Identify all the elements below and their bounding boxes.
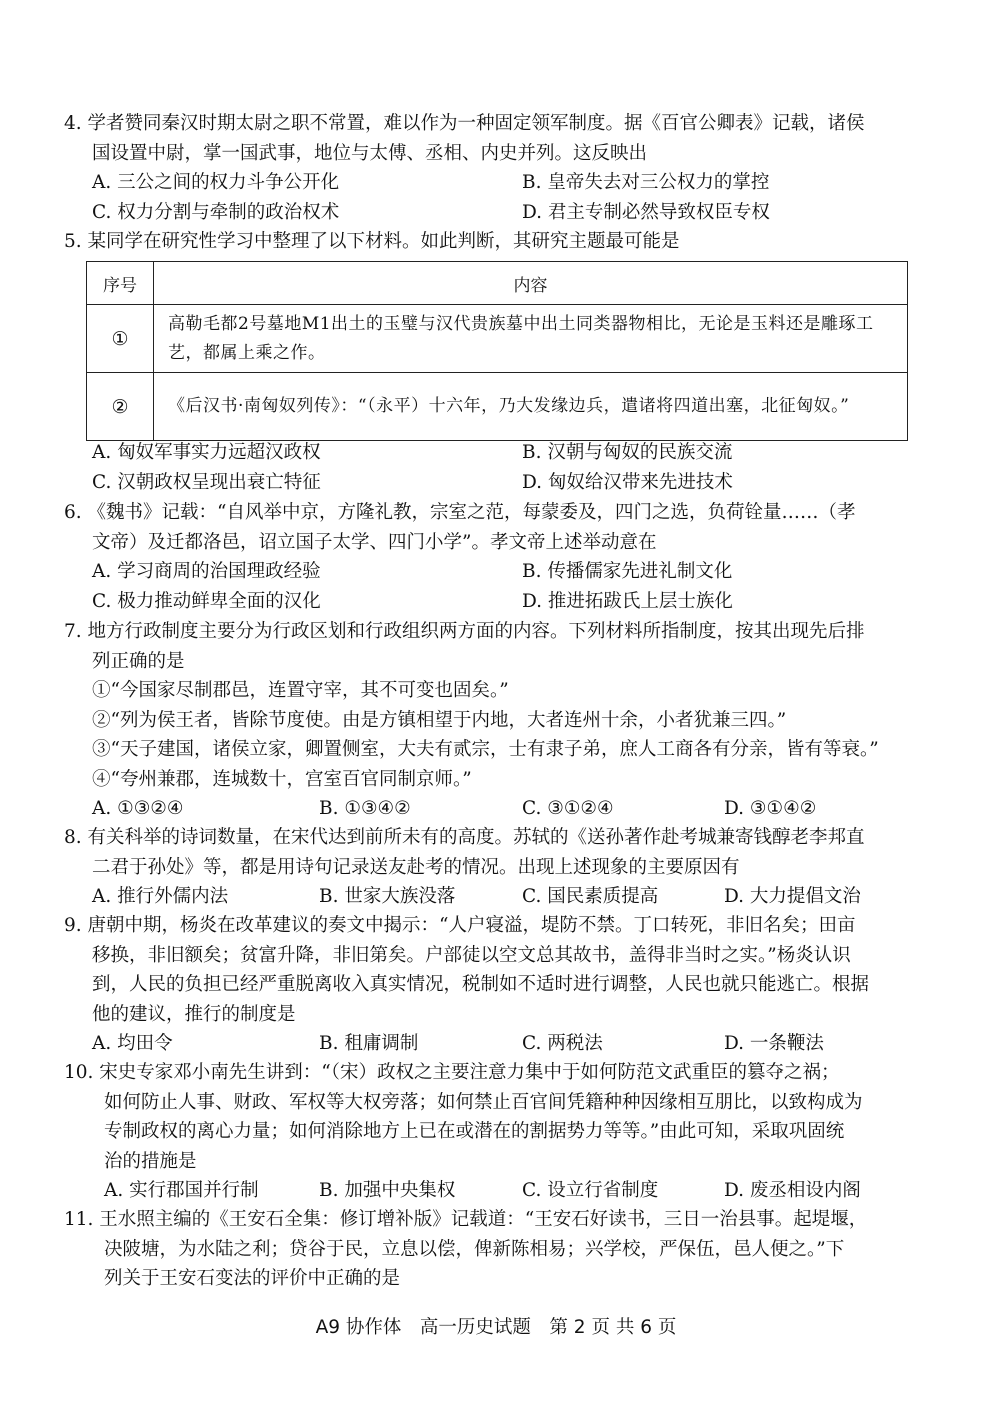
question-stem-line: 11. 王水照主编的《王安石全集：修订增补版》记载道：“王安石好读书，三日一治县事。起堤堰， bbox=[64, 1209, 868, 1230]
question-stem-line: 治的措施是 bbox=[104, 1150, 197, 1172]
table-row bbox=[87, 305, 908, 373]
option-d: D. 大力提倡文治 bbox=[724, 886, 861, 907]
table-row bbox=[87, 373, 908, 441]
options-row bbox=[64, 882, 932, 912]
option-d: D. 推进拓跋氏上层士族化 bbox=[522, 590, 733, 612]
question-stem-line: 专制政权的离心力量；如何消除地方上已在或潜在的割据势力等等。”由此可知，采取巩固统 bbox=[104, 1121, 845, 1142]
option-d: D. 一条鞭法 bbox=[724, 1033, 824, 1054]
question-5 bbox=[64, 227, 932, 257]
row-number: ① bbox=[87, 305, 154, 373]
option-b: B. 世家大族没落 bbox=[319, 886, 456, 907]
table-header-content: 内容 bbox=[154, 262, 908, 305]
option-d: D. 君主专制必然导致权臣专权 bbox=[522, 201, 770, 223]
question-stem-line: 9. 唐朝中期，杨炎在改革建议的奏文中揭示：“人户寝溢，堤防不禁。丁口转死，非旧名矣；田亩 bbox=[64, 915, 856, 936]
options-row bbox=[64, 438, 932, 468]
option-c: C. 权力分割与牵制的政治权术 bbox=[92, 201, 340, 223]
material-item: ③“天子建国，诸侯立家，卿置侧室，大夫有贰宗，士有隶子弟，庶人工商各有分亲，皆有等衰。” bbox=[92, 739, 879, 760]
option-a: A. 实行郡国并行制 bbox=[104, 1180, 259, 1201]
option-a: A. 三公之间的权力斗争公开化 bbox=[92, 172, 340, 193]
row-number: ② bbox=[87, 373, 154, 441]
option-b: B. 皇帝失去对三公权力的掌控 bbox=[522, 172, 770, 193]
material-item: ②“列为侯王者，皆除节度使。由是方镇相望于内地，大者连州十余，小者犹兼三四。” bbox=[92, 709, 787, 731]
question-stem-line: 国设置中尉，掌一国武事，地位与太傅、丞相、内史并列。这反映出 bbox=[92, 142, 648, 164]
option-b: B. 传播儒家先进礼制文化 bbox=[522, 561, 733, 582]
option-a: A. 学习商周的治国理政经验 bbox=[92, 561, 321, 582]
options-row bbox=[64, 1176, 932, 1206]
options-row bbox=[64, 1029, 932, 1059]
question-stem-line: 如何防止人事、财政、军权等大权旁落；如何禁止百官间凭籍种种因缘相互朋比，以致构成为 bbox=[104, 1091, 863, 1113]
option-c: C. 汉朝政权呈现出衰亡特征 bbox=[92, 471, 321, 493]
question-stem-line: 列正确的是 bbox=[92, 650, 185, 672]
question-11 bbox=[64, 1205, 932, 1294]
page-footer: A9 协作体 高一历史试题 第 2 页 共 6 页 bbox=[315, 1317, 677, 1338]
option-b: B. 加强中央集权 bbox=[319, 1180, 456, 1201]
question-stem-line: 5. 某同学在研究性学习中整理了以下材料。如此判断，其研究主题最可能是 bbox=[64, 231, 680, 252]
option-b: B. ①③④② bbox=[319, 798, 411, 819]
option-c: C. 两税法 bbox=[522, 1033, 603, 1054]
option-c: C. 设立行省制度 bbox=[522, 1180, 659, 1201]
question-5-options bbox=[64, 438, 932, 497]
option-d: D. ③①④② bbox=[724, 798, 817, 819]
option-b: B. 汉朝与匈奴的民族交流 bbox=[522, 442, 733, 463]
material-table bbox=[86, 261, 908, 441]
table-header-number: 序号 bbox=[87, 262, 154, 305]
option-d: D. 废丞相设内阁 bbox=[724, 1180, 861, 1201]
question-7 bbox=[64, 617, 932, 824]
question-9 bbox=[64, 911, 932, 1059]
question-stem-line: 4. 学者赞同秦汉时期太尉之职不常置，难以作为一种固定领军制度。据《百官公卿表》记载，诸侯 bbox=[64, 113, 865, 134]
option-d: D. 匈奴给汉带来先进技术 bbox=[522, 471, 733, 493]
question-8 bbox=[64, 823, 932, 912]
option-a: A. 匈奴军事实力远超汉政权 bbox=[92, 442, 321, 463]
question-stem-line: 列关于王安石变法的评价中正确的是 bbox=[104, 1268, 401, 1289]
table-header-row bbox=[87, 262, 908, 305]
question-stem-line: 他的建议，推行的制度是 bbox=[92, 1003, 296, 1025]
option-a: A. ①③②④ bbox=[92, 798, 184, 819]
options-row bbox=[64, 557, 932, 587]
question-stem-line: 决陂塘，为水陆之利；贷谷于民，立息以偿，俾新陈相易；兴学校，严保伍，邑人便之。”下 bbox=[104, 1238, 845, 1260]
option-c: C. ③①②④ bbox=[522, 798, 614, 819]
options-row bbox=[64, 587, 932, 617]
question-stem-line: 二君于孙处》等，都是用诗句记录送友赴考的情况。出现上述现象的主要原因有 bbox=[92, 856, 740, 878]
material-item: ④“夸州兼郡，连城数十，宫室百官同制京师。” bbox=[92, 768, 472, 790]
option-c: C. 国民素质提高 bbox=[522, 886, 659, 907]
row-content: 高勒毛都2号墓地M1出土的玉璧与汉代贵族墓中出土同类器物相比，无论是玉料还是雕琢工艺，都属上乘之作。 bbox=[154, 305, 908, 373]
option-c: C. 极力推动鲜卑全面的汉化 bbox=[92, 590, 321, 612]
question-stem-line: 10. 宋史专家邓小南先生讲到：“（宋）政权之主要注意力集中于如何防范文武重臣的篡夺之祸； bbox=[64, 1062, 840, 1083]
option-a: A. 均田令 bbox=[92, 1033, 173, 1054]
question-stem-line: 8. 有关科举的诗词数量，在宋代达到前所未有的高度。苏轼的《送孙著作赴考城兼寄钱醇老李邦直 bbox=[64, 827, 865, 848]
options-row bbox=[64, 794, 932, 824]
question-stem-line: 6. 《魏书》记载：“自风举中京，方隆礼教，宗室之范，每蒙委及，四门之选，负荷铨量……（孝 bbox=[64, 502, 856, 523]
question-stem-line: 移换，非旧额矣；贫富升降，非旧第矣。户部徒以空文总其故书，盖得非当时之实。”杨炎认识 bbox=[92, 944, 851, 966]
options-row bbox=[64, 168, 932, 198]
material-item: ①“今国家尽制郡邑，连置守宰，其不可变也固矣。” bbox=[92, 680, 509, 701]
options-row bbox=[64, 198, 932, 228]
question-stem-line: 7. 地方行政制度主要分为行政区划和行政组织两方面的内容。下列材料所指制度，按其出现先后排 bbox=[64, 621, 865, 642]
question-4 bbox=[64, 109, 932, 227]
question-6 bbox=[64, 498, 932, 616]
options-row bbox=[64, 468, 932, 498]
question-10 bbox=[64, 1058, 932, 1206]
question-stem-line: 文帝）及迁都洛邑，诏立国子太学、四门小学”。孝文帝上述举动意在 bbox=[92, 531, 657, 553]
row-content: 《后汉书·南匈奴列传》：“（永平）十六年，乃大发缘边兵，遣诸将四道出塞，北征匈奴。” bbox=[154, 373, 908, 441]
option-a: A. 推行外儒内法 bbox=[92, 886, 229, 907]
question-stem-line: 到，人民的负担已经严重脱离收入真实情况，税制如不适时进行调整，人民也就只能逃亡。根据 bbox=[92, 974, 870, 995]
option-b: B. 租庸调制 bbox=[319, 1033, 419, 1054]
